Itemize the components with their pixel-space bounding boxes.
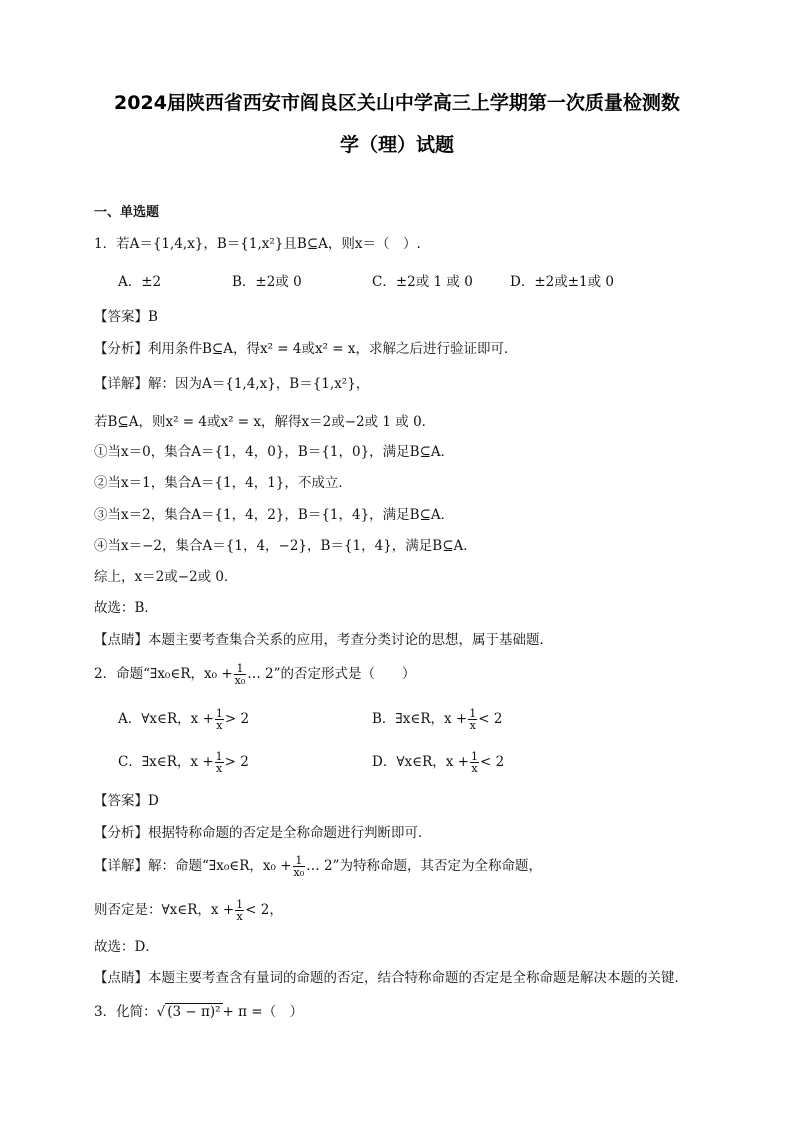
q1-option-a: A．±2: [118, 274, 162, 290]
q2-answer: 【答案】D: [94, 793, 159, 809]
q1-detail-1: 【详解】解：因为A＝{1,4,x}，B＝{1,x²}，: [94, 376, 370, 392]
q2-stem-post: … 2”的否定形式是（ ）: [247, 666, 416, 682]
q2-comment: 【点睛】本题主要考查含有量词的命题的否定，结合特称命题的否定是全称命题是解决本题的关键．: [94, 970, 688, 986]
q1-choice: 故选：B．: [94, 600, 158, 616]
q2-negation: 则否定是：∀x∈R，x + $\frac{1}{x}$ < 2，: [94, 898, 283, 923]
section-heading: 一、单选题: [94, 205, 160, 220]
q2-stem: [94, 663, 416, 686]
q2-option-b: B．∃x∈R，x + $\frac{1}{x}$ < 2: [372, 707, 503, 732]
q2-option-c: C．∃x∈R，x + $\frac{1}{x}$ > 2: [118, 750, 249, 775]
q1-case-3: ③当x＝2，集合A＝{1，4，2}，B＝{1，4}，满足B⊆A．: [94, 507, 455, 523]
q1-summary: 综上，x＝2或−2或 0．: [94, 569, 238, 585]
q1-case-2: ②当x＝1，集合A＝{1，4，1}，不成立．: [94, 475, 352, 491]
q1-answer: 【答案】B: [94, 309, 158, 325]
q1-option-d: D．±2或±1或 0: [510, 274, 615, 290]
q1-option-b: B．±2或 0: [232, 274, 302, 290]
q1-analysis: 【分析】利用条件B⊆A，得x² = 4或x² = x，求解之后进行验证即可．: [94, 341, 518, 357]
q1-comment: 【点睛】本题主要考查集合关系的应用，考查分类讨论的思想，属于基础题．: [94, 632, 553, 648]
q1-case-1: ①当x＝0，集合A＝{1，4，0}，B＝{1，0}，满足B⊆A．: [94, 444, 455, 460]
q1-case-4: ④当x＝−2，集合A＝{1，4，−2}，B＝{1，4}，满足B⊆A．: [94, 538, 477, 554]
q1-detail-2: 若B⊆A，则x² = 4或x² = x，解得x＝2或−2或 1 或 0．: [94, 414, 436, 430]
document-title-line-2: 学（理）试题: [339, 134, 454, 156]
q2-analysis: 【分析】根据特称命题的否定是全称命题进行判断即可．: [94, 825, 432, 841]
q2-option-a: A．∀x∈R，x + $\frac{1}{x}$ > 2: [118, 707, 250, 732]
q2-option-d: D．∀x∈R，x + $\frac{1}{x}$ < 2: [372, 750, 505, 775]
q2-stem-pre: 2．命题“∃x₀∈R，x₀ +: [94, 666, 233, 682]
q2-detail: 【详解】解：命题“∃x₀∈R，x₀ + $\frac{1}{\text{x₀}}$ … 2”为特称命题，其否定为全称命题，: [94, 854, 542, 879]
sqrt-icon: √: [156, 1004, 166, 1020]
q2-stem-fraction: $\frac{1}{\text{x₀}}$: [234, 662, 246, 687]
q3-stem: 3．化简：√ (3 − π)² + π =（ ）: [94, 1004, 304, 1020]
q1-stem: 1．若A＝{1,4,x}，B＝{1,x²}且B⊆A，则x＝（ ）.: [94, 236, 421, 252]
q2-choice: 故选：D．: [94, 939, 159, 955]
document-title-line-1: 2024届陕西省西安市阎良区关山中学高三上学期第一次质量检测数: [114, 92, 680, 114]
q3-radicand: (3 − π)²: [167, 1004, 221, 1020]
q1-option-c: C．±2或 1 或 0: [372, 274, 473, 290]
